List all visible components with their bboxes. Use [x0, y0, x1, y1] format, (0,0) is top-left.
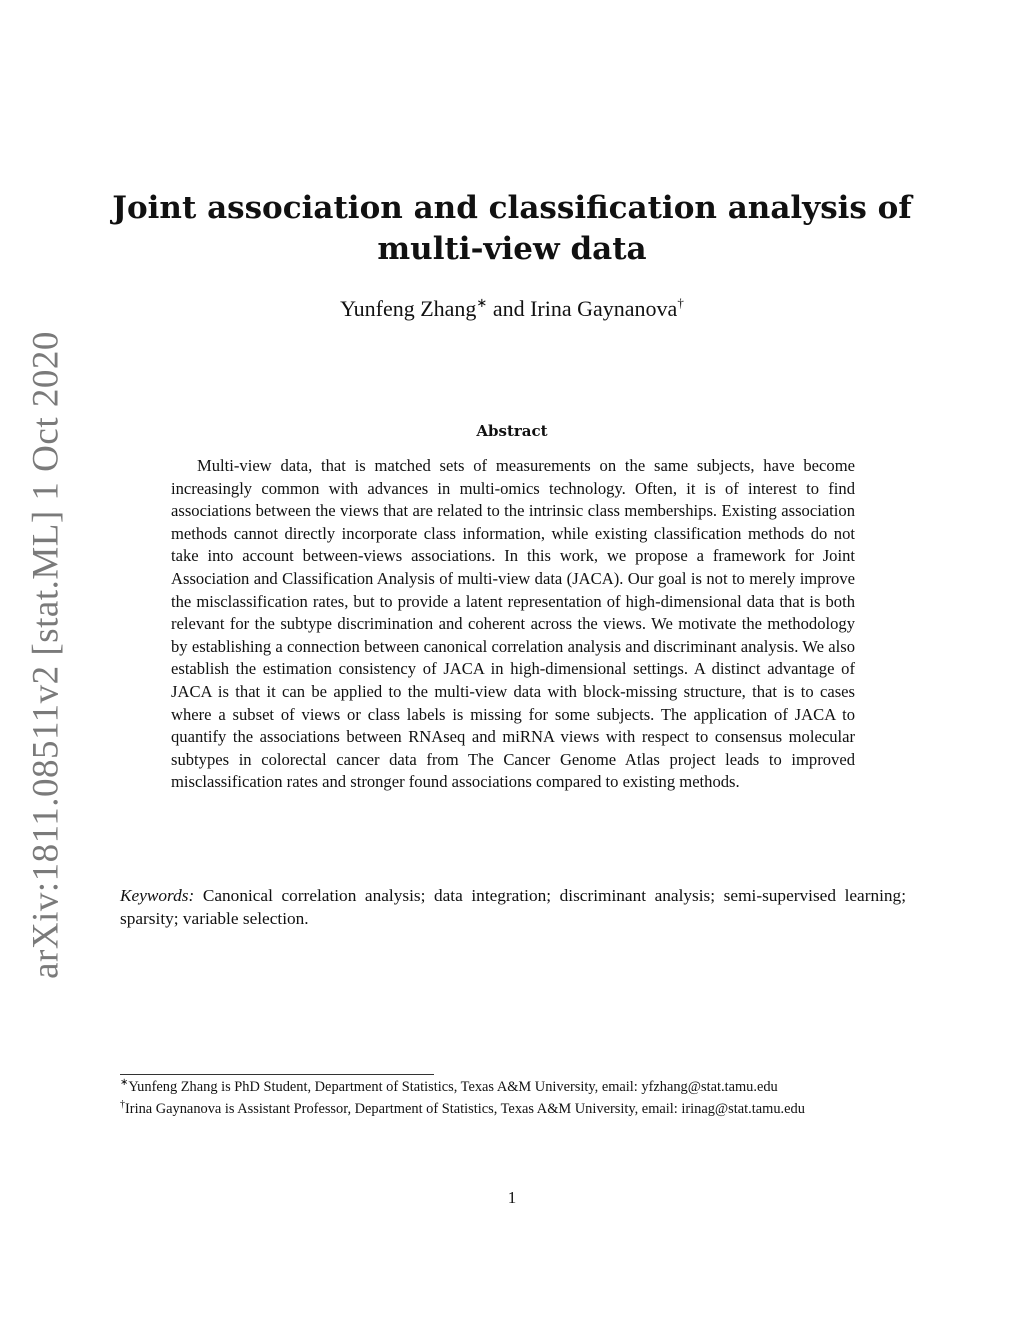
footnote-divider: [120, 1074, 434, 1075]
footnote-2: [120, 1100, 906, 1120]
paper-title: [100, 188, 924, 270]
author-footnote-mark-2: †: [677, 295, 684, 310]
keywords-text: Canonical correlation analysis; data integration; discriminant analysis; semi-supervised learning; sparsity; variable selection.: [120, 886, 906, 928]
footnote-text-2: Irina Gaynanova is Assistant Professor, Department of Statistics, Texas A&M University, email: irinag@stat.tamu.edu: [125, 1100, 805, 1117]
footnote-1: [120, 1078, 906, 1098]
footnote-text-1: Yunfeng Zhang is PhD Student, Department of Statistics, Texas A&M University, email: yfzhang@stat.tamu.edu: [128, 1079, 778, 1095]
paper-title-line-2: multi-view data: [377, 231, 647, 267]
author-footnote-mark-1: ∗: [476, 295, 488, 310]
keywords-label: Keywords:: [120, 886, 195, 905]
author-list: [120, 296, 904, 322]
footnote-mark-2: †: [120, 1098, 125, 1110]
abstract-heading: Abstract: [476, 422, 548, 440]
author-name-1: Yunfeng Zhang: [340, 296, 477, 321]
arxiv-identifier-text: arXiv:1811.08511v2 [stat.ML] 1 Oct 2020: [25, 331, 67, 979]
keywords-section: [120, 884, 906, 930]
footnotes: [120, 1078, 906, 1119]
author-name-2: Irina Gaynanova: [530, 296, 678, 321]
abstract-body: Multi-view data, that is matched sets of measurements on the same subjects, have become increasingly common with advances in multi-omics technology. Often, it is of interest to find associations between the views that are related to the intrinsic class memberships. Existing association methods cannot directly incorporate class information, while existing classification methods do not take into account between-views associations. In this work, we propose a framework for Joint Association and Classification Analysis of multi-view data (JACA). Our goal is not to merely improve the misclassification rates, but to provide a latent representation of high-dimensional data that is both relevant for the subtype discrimination and coherent across the views. We motivate the methodology by establishing a connection between canonical correlation analysis and discriminant analysis. We also establish the estimation consistency of JACA in high-dimensional settings. A distinct advantage of JACA is that it can be applied to the multi-view data with block-missing structure, that is to cases where a subset of views or class labels is missing for some subjects. The application of JACA to quantify the associations between RNAseq and miRNA views with respect to consensus molecular subtypes in colorectal cancer data from The Cancer Genome Atlas project leads to improved misclassification rates and stronger found associations compared to existing methods.: [171, 456, 855, 792]
arxiv-identifier-stamp: [16, 331, 76, 979]
paper-title-line-1: Joint association and classification analysis of: [112, 190, 912, 226]
author-connector: and: [487, 296, 531, 321]
footnote-mark-1: ∗: [120, 1077, 129, 1088]
page-number: 1: [507, 1188, 517, 1207]
